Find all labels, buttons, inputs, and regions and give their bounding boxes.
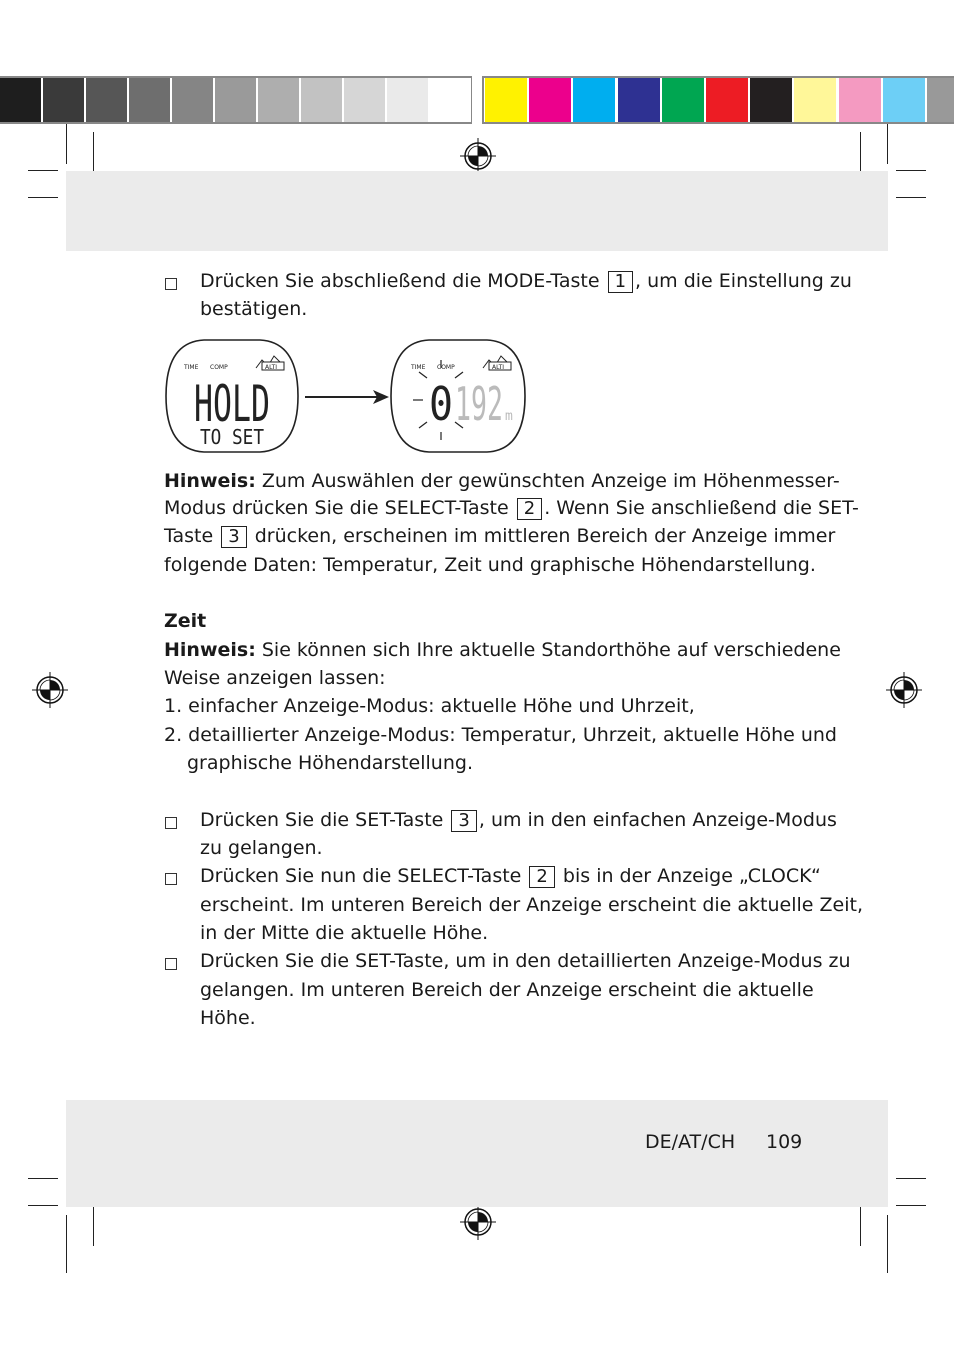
lcd-main-text: HOLD [194, 375, 270, 433]
header-band [66, 171, 888, 251]
color-swatch [706, 78, 748, 122]
lcd-label-comp: COMP [437, 364, 455, 371]
crop-mark [896, 1178, 926, 1179]
crop-mark [66, 124, 67, 164]
bullet-2-line2: erscheint. Im unteren Bereich der Anzeige erscheint die aktuelle Zeit, [200, 894, 863, 916]
key-label-select: 2 [529, 866, 554, 888]
gray-swatch [430, 78, 471, 122]
crop-mark [28, 1178, 58, 1179]
color-swatch [883, 78, 925, 122]
hint-paragraph-1-line3 [164, 522, 835, 551]
key-label-select: 2 [517, 498, 542, 520]
gray-swatch [387, 78, 428, 122]
color-swatch [794, 78, 836, 122]
hint-paragraph-1-line1 [164, 467, 840, 496]
hint-paragraph-1-line4: folgende Daten: Temperatur, Zeit und graphische Höhendarstellung. [164, 554, 816, 576]
crop-mark [66, 1215, 67, 1273]
bullet-3-line2: gelangen. Im unteren Bereich der Anzeige erscheint die aktuelle [200, 979, 814, 1001]
checkbox-bullet [165, 958, 177, 970]
checkbox-bullet [165, 817, 177, 829]
hint-paragraph-2-line1 [164, 636, 841, 665]
color-swatch [529, 78, 571, 122]
crop-mark [896, 197, 926, 198]
lcd-label-comp: COMP [210, 364, 228, 371]
watch-display-altitude [389, 338, 527, 454]
crop-mark [28, 1205, 58, 1206]
text: Zum Auswählen der gewünschten Anzeige im Höhenmesser- [261, 470, 840, 492]
color-swatch [750, 78, 792, 122]
step-confirm-line2: bestätigen. [200, 298, 308, 320]
text: Sie können sich Ihre aktuelle Standorthöhe auf verschiedene [261, 639, 841, 661]
crop-mark [896, 170, 926, 171]
text: . Wenn Sie anschließend die SET- [544, 497, 859, 519]
lcd-label-alti: ALTI [492, 364, 505, 371]
color-swatch [618, 78, 660, 122]
color-swatch [573, 78, 615, 122]
gray-swatch [43, 78, 84, 122]
registration-mark-right [884, 670, 924, 710]
key-label-mode: 1 [608, 271, 633, 293]
registration-mark-bottom [458, 1202, 498, 1242]
text: Drücken Sie die SET-Taste [200, 809, 444, 831]
crop-mark [887, 124, 888, 164]
bullet-2-line1 [200, 862, 821, 891]
lcd-unit: m [505, 409, 513, 424]
lcd-label-time: TIME [184, 364, 199, 371]
watch-display-hold [164, 338, 300, 454]
checkbox-bullet [165, 873, 177, 885]
crop-mark [28, 170, 58, 171]
bullet-2-line3: in der Mitte die aktuelle Höhe. [200, 922, 489, 944]
gray-swatch [344, 78, 385, 122]
checkbox-bullet [165, 278, 177, 290]
color-swatch [485, 78, 527, 122]
color-swatch [839, 78, 881, 122]
text: drücken, erscheinen im mittleren Bereich der Anzeige immer [254, 525, 836, 547]
crop-mark [28, 197, 58, 198]
registration-mark-top [458, 136, 498, 176]
crop-mark [887, 1215, 888, 1273]
list-item-2-cont: graphische Höhendarstellung. [187, 752, 473, 774]
key-label-set: 3 [221, 526, 246, 548]
gray-swatch [129, 78, 170, 122]
gray-swatch [301, 78, 342, 122]
lcd-label-alti: ALTI [265, 364, 278, 371]
lcd-sub-text: TO SET [200, 425, 264, 449]
text: Modus drücken Sie die SELECT-Taste [164, 497, 509, 519]
section-title: Zeit [164, 610, 207, 632]
lcd-active-digit: 0 [429, 377, 453, 431]
bullet-3-line1: Drücken Sie die SET-Taste, um in den detaillierten Anzeige-Modus zu [200, 950, 851, 972]
hint-label: Hinweis: [164, 639, 256, 661]
bullet-3-line3: Höhe. [200, 1007, 256, 1029]
color-swatch [927, 78, 954, 122]
gray-swatch [0, 78, 41, 122]
gray-swatch [215, 78, 256, 122]
lcd-label-time: TIME [411, 364, 426, 371]
arrow-right-icon [305, 387, 389, 407]
text: bis in der Anzeige „CLOCK“ [562, 865, 821, 887]
color-swatch [662, 78, 704, 122]
list-item-1: 1. einfacher Anzeige-Modus: aktuelle Höhe und Uhrzeit, [164, 695, 695, 717]
gray-swatch [172, 78, 213, 122]
hint-paragraph-2-line2: Weise anzeigen lassen: [164, 667, 386, 689]
text: Taste [164, 525, 214, 547]
hint-label: Hinweis: [164, 470, 256, 492]
crop-mark [896, 1205, 926, 1206]
bullet-1-line2: zu gelangen. [200, 837, 323, 859]
page-number: 109 [766, 1131, 803, 1153]
text: , um in den einfachen Anzeige-Modus [478, 809, 837, 831]
step-confirm-line1 [200, 267, 852, 296]
gray-swatch [258, 78, 299, 122]
list-item-2: 2. detaillierter Anzeige-Modus: Temperatur, Uhrzeit, aktuelle Höhe und [164, 724, 837, 746]
bullet-1-line1 [200, 806, 837, 835]
text: Drücken Sie nun die SELECT-Taste [200, 865, 522, 887]
lcd-altitude-digits: 192 [455, 377, 503, 431]
registration-mark-left [30, 670, 70, 710]
text: , um die Einstellung zu [635, 270, 852, 292]
hint-paragraph-1-line2 [164, 494, 859, 523]
gray-swatch [86, 78, 127, 122]
footer-region: DE/AT/CH [645, 1131, 736, 1153]
text: Drücken Sie abschließend die MODE-Taste [200, 270, 600, 292]
footer-band [66, 1100, 888, 1207]
key-label-set: 3 [451, 810, 476, 832]
